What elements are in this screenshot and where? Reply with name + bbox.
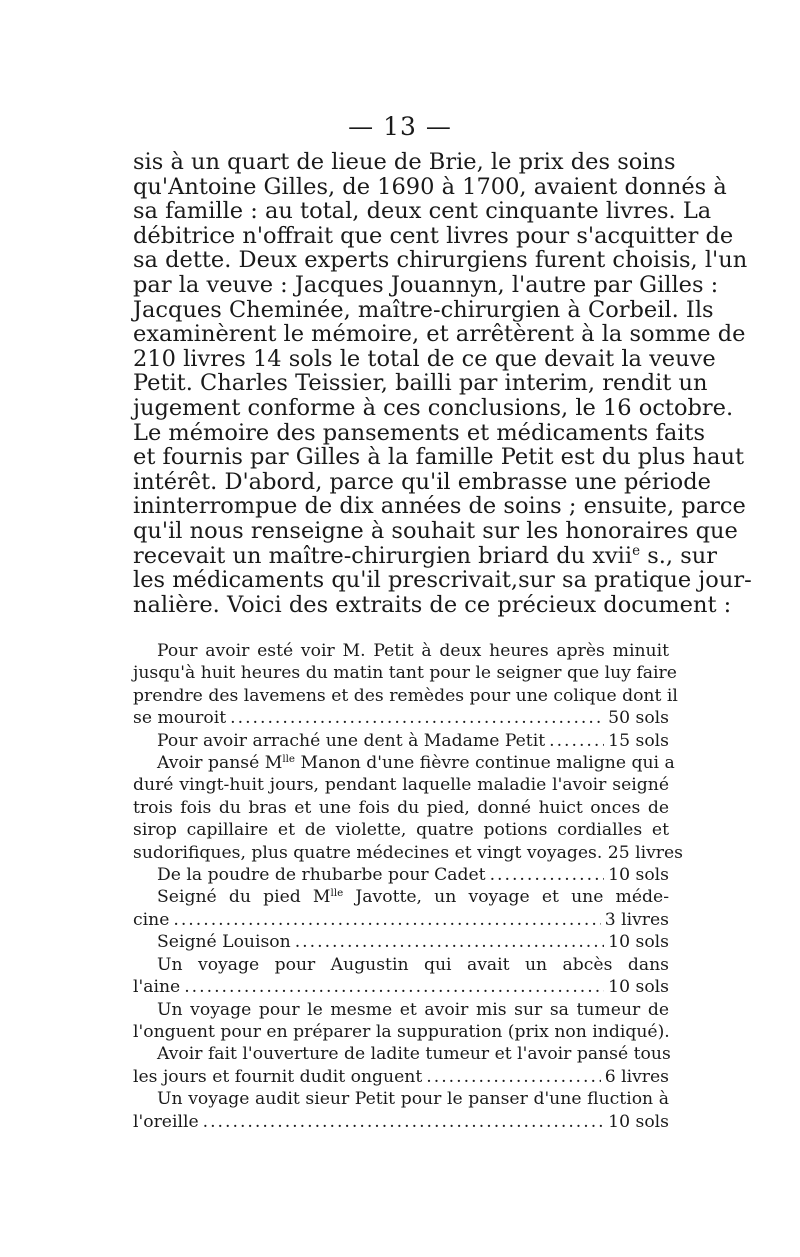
dot-leader xyxy=(203,1111,605,1133)
body-line: Petit. Charles Teissier, bailli par interim, rendit un xyxy=(133,370,708,397)
excerpt-entry-total xyxy=(133,1111,669,1133)
excerpt-text: Javotte, un voyage et une méde- xyxy=(343,887,669,908)
excerpt-entry-total xyxy=(133,931,669,953)
document-excerpt xyxy=(133,640,683,1133)
body-line: qu'Antoine Gilles, de 1690 à 1700, avaient donnés à xyxy=(133,173,727,200)
body-line: par la veuve : Jacques Jouannyn, l'autre par Gilles : xyxy=(133,271,719,298)
dot-leader xyxy=(184,976,604,998)
dot-leader xyxy=(426,1066,600,1088)
page-number: — 13 — xyxy=(348,112,452,141)
excerpt-line: sirop capillaire et de violette, quatre potions cordialles et xyxy=(133,820,669,841)
entry-amount: 3 livres xyxy=(604,909,669,930)
excerpt-entry-total xyxy=(133,1066,669,1088)
excerpt-entry-total xyxy=(133,707,669,729)
body-line: Jacques Cheminée, maître-chirurgien à Corbeil. Ils xyxy=(133,296,714,323)
body-line: sa famille : au total, deux cent cinquante livres. La xyxy=(133,198,712,225)
excerpt-line: duré vingt-huit jours, pendant laquelle maladie l'avoir seigné xyxy=(133,775,669,796)
dot-leader xyxy=(230,707,604,729)
excerpt-entry-total xyxy=(133,909,669,931)
body-line: examinèrent le mémoire, et arrêtèrent à la somme de xyxy=(133,321,746,348)
body-line: débitrice n'offrait que cent livres pour s'acquitter de xyxy=(133,222,734,249)
excerpt-line xyxy=(133,886,669,908)
excerpt-text: Manon d'une fièvre continue maligne qui a xyxy=(295,753,675,774)
entry-text: De la poudre de rhubarbe pour Cadet xyxy=(157,865,486,886)
excerpt-entry-total xyxy=(133,976,669,998)
excerpt-line: sudorifiques, plus quatre médecines et vingt voyages. 25 livres xyxy=(133,842,683,863)
excerpt-line xyxy=(133,752,675,774)
excerpt-entry-total xyxy=(133,864,669,886)
body-line: qu'il nous renseigne à souhait sur les honoraires que xyxy=(133,517,738,544)
entry-text: Pour avoir arraché une dent à Madame Petit xyxy=(157,730,546,751)
title-superscript: lle xyxy=(282,752,296,765)
entry-amount: 6 livres xyxy=(604,1066,669,1087)
body-line: sa dette. Deux experts chirurgiens furent choisis, l'un xyxy=(133,247,748,274)
excerpt-text: Avoir pansé M xyxy=(157,753,283,774)
entry-amount: 10 sols xyxy=(608,977,669,998)
entry-amount: 10 sols xyxy=(608,1111,669,1132)
entry-text: cine xyxy=(133,909,170,930)
title-superscript: lle xyxy=(330,887,344,900)
body-line: Le mémoire des pansements et médicaments faits xyxy=(133,419,706,446)
entry-amount: 10 sols xyxy=(608,932,669,953)
body-line: sis à un quart de lieue de Brie, le prix des soins xyxy=(133,149,676,175)
excerpt-line: jusqu'à huit heures du matin tant pour le seigner que luy faire xyxy=(133,663,677,684)
entry-amount: 10 sols xyxy=(608,865,669,886)
entry-text: l'aine xyxy=(133,977,181,998)
entry-text: les jours et fournit dudit onguent xyxy=(133,1066,423,1087)
entry-text: se mouroit xyxy=(133,708,227,729)
body-line: jugement conforme à ces conclusions, le 16 octobre. xyxy=(133,394,734,421)
excerpt-line: prendre des lavemens et des remèdes pour une colique dont il xyxy=(133,685,678,706)
dot-leader xyxy=(549,730,604,752)
body-line: nalière. Voici des extraits de ce précieux document : xyxy=(133,591,732,618)
century-text: recevait un maître-chirurgien briard du xvii xyxy=(133,542,633,569)
body-line: les médicaments qu'il prescrivait,sur sa pratique jour- xyxy=(133,567,752,594)
dot-leader xyxy=(173,909,600,931)
excerpt-line: Un voyage audit sieur Petit pour le panser d'une fluction à xyxy=(157,1089,669,1110)
excerpt-line: Pour avoir esté voir M. Petit à deux heures après minuit xyxy=(157,641,669,661)
excerpt-text: Seigné du pied M xyxy=(157,887,331,908)
excerpt-line: l'onguent pour en préparer la suppuration (prix non indiqué). xyxy=(133,1021,670,1042)
body-line: 210 livres 14 sols le total de ce que devait la veuve xyxy=(133,345,716,372)
body-line: ininterrompue de dix années de soins ; ensuite, parce xyxy=(133,493,746,520)
excerpt-line: Un voyage pour Augustin qui avait un abcès dans xyxy=(157,954,669,975)
dot-leader xyxy=(295,931,604,953)
excerpt-entry-total xyxy=(133,730,669,752)
body-line-century xyxy=(133,542,718,569)
century-suffix: s., sur xyxy=(640,542,718,569)
dot-leader xyxy=(490,864,605,886)
excerpt-line: trois fois du bras et une fois du pied, donné huict onces de xyxy=(133,797,669,818)
entry-text: Seigné Louison xyxy=(157,932,291,953)
body-paragraph xyxy=(133,149,752,618)
century-superscript: e xyxy=(632,542,641,559)
excerpt-line: Avoir fait l'ouverture de ladite tumeur et l'avoir pansé tous xyxy=(157,1044,671,1065)
entry-text: l'oreille xyxy=(133,1111,199,1132)
entry-amount: 15 sols xyxy=(608,730,669,751)
excerpt-line: Un voyage pour le mesme et avoir mis sur sa tumeur de xyxy=(157,999,669,1020)
body-line: et fournis par Gilles à la famille Petit est du plus haut xyxy=(133,444,744,471)
entry-amount: 50 sols xyxy=(608,708,669,729)
body-line: intérêt. D'abord, parce qu'il embrasse une période xyxy=(133,468,711,495)
